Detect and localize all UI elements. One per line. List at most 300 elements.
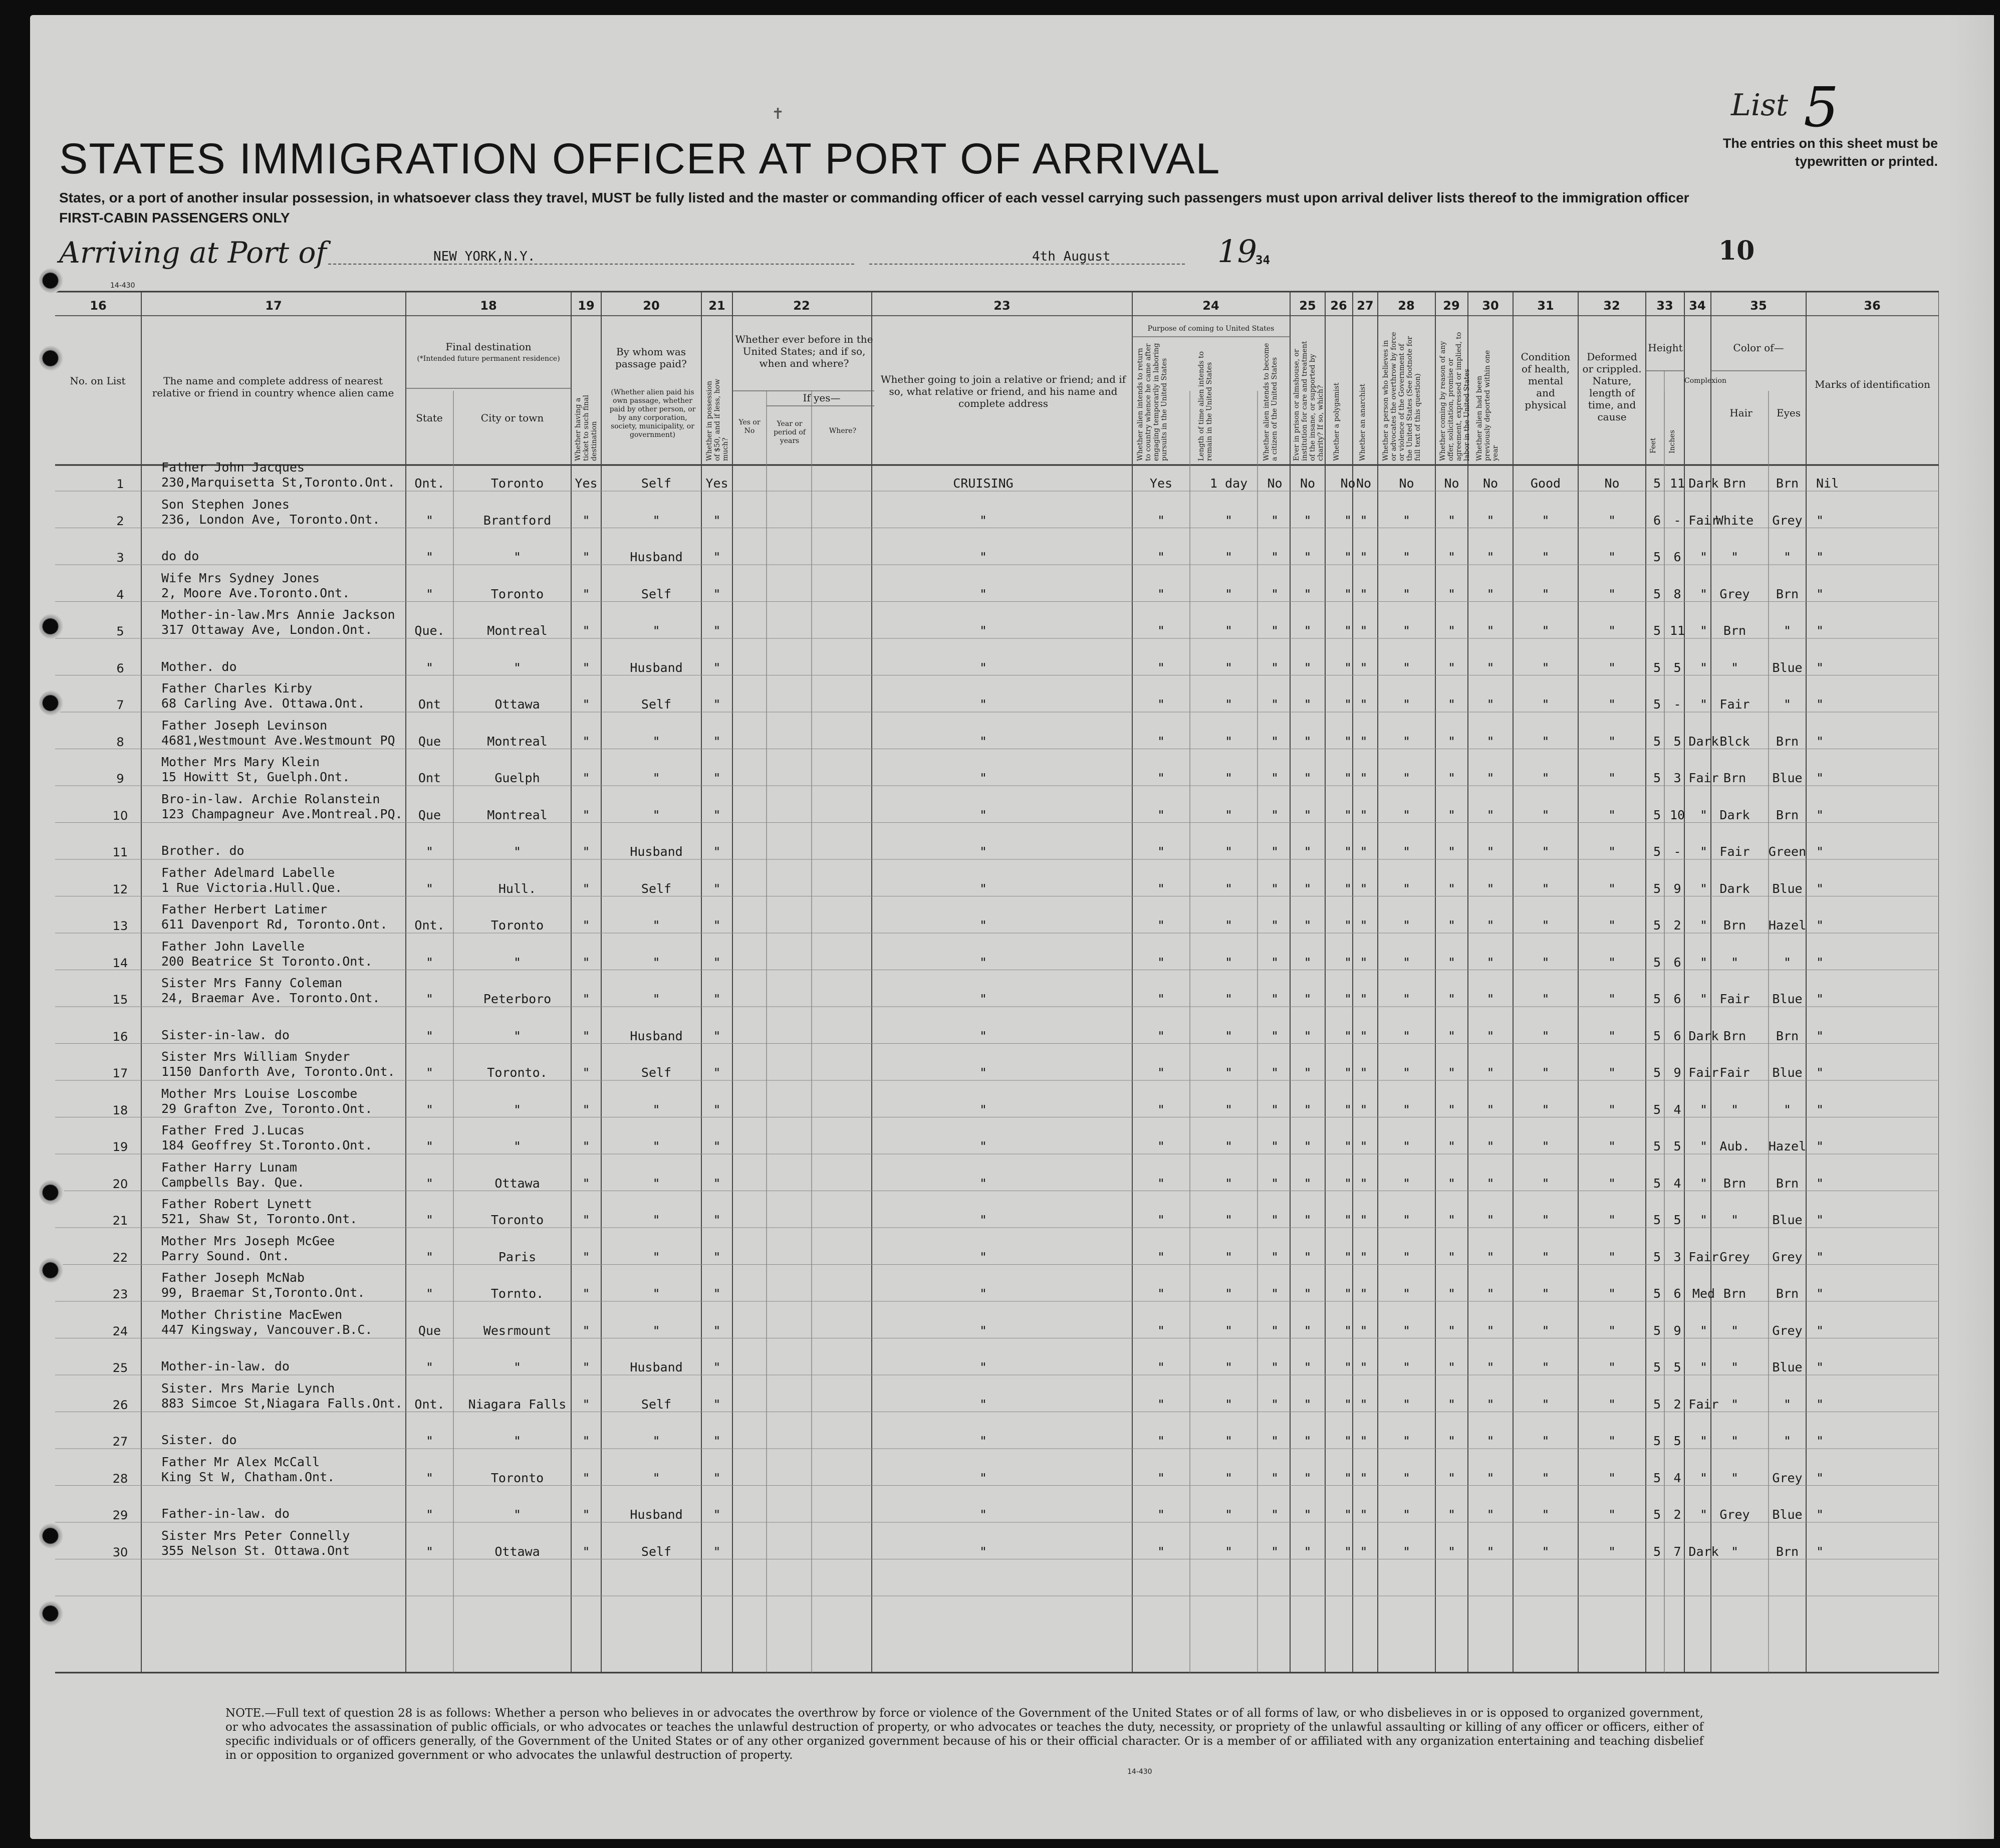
cell-return: " <box>1157 1507 1165 1522</box>
cell-col30: " <box>1486 992 1494 1006</box>
binder-hole <box>39 346 64 371</box>
cell-marks: " <box>1816 697 1824 712</box>
cell-citizen: " <box>1271 1139 1279 1153</box>
cell-return: " <box>1157 1323 1165 1338</box>
cell-hair: " <box>1730 1434 1739 1448</box>
cell-inches: - <box>1673 844 1681 859</box>
cell-deformed: " <box>1608 771 1616 785</box>
cell-money: " <box>713 955 721 970</box>
relative-name: Father Mr Alex McCall <box>161 1454 320 1469</box>
cell-col30: " <box>1486 1470 1494 1485</box>
cell-inches: 10 <box>1669 807 1685 822</box>
cell-ticket: " <box>582 1102 590 1117</box>
cell-inches: 6 <box>1673 1286 1681 1301</box>
cell-eyes: Brn <box>1776 586 1799 601</box>
cell-joining: " <box>979 955 987 970</box>
cell-city: Niagara Falls <box>468 1397 567 1412</box>
cell-col26: " <box>1344 734 1352 749</box>
cell-city: " <box>513 1139 522 1153</box>
cell-col25: " <box>1304 660 1312 675</box>
cell-return: " <box>1157 955 1165 970</box>
cell-length: " <box>1224 992 1233 1006</box>
cell-col27: No <box>1356 476 1372 491</box>
row-number: 6 <box>116 661 124 675</box>
cell-col30: " <box>1486 586 1494 601</box>
cell-state: " <box>425 1102 434 1117</box>
cell-col26: " <box>1344 1139 1352 1153</box>
cell-eyes: Brn <box>1776 734 1799 749</box>
cell-col30: No <box>1482 476 1498 491</box>
header-final-destination: Final destination <box>445 341 532 353</box>
cell-deformed: " <box>1608 1028 1616 1043</box>
header-no-on-list: No. on List <box>70 375 126 387</box>
column-number: 36 <box>1864 299 1881 313</box>
cell-col27: " <box>1360 1176 1368 1191</box>
cell-eyes: Blue <box>1772 1507 1803 1522</box>
cell-passage-paid: Husband <box>630 1028 683 1043</box>
cell-marks: " <box>1816 1507 1824 1522</box>
cell-col27: " <box>1360 807 1368 822</box>
cell-col27: " <box>1360 1470 1368 1485</box>
cell-joining: " <box>979 1507 987 1522</box>
relative-name: Father-in-law. do <box>161 1506 290 1521</box>
relative-name: Father Joseph Levinson <box>161 718 328 733</box>
cell-col28: " <box>1402 660 1411 675</box>
cell-health: " <box>1542 1249 1550 1264</box>
cell-joining: " <box>979 1470 987 1485</box>
relative-name: Sister Mrs Peter Connelly <box>161 1528 350 1543</box>
cell-inches: 4 <box>1673 1176 1681 1191</box>
header-col29: Whether coming by reason of any offer, solicitation, promise or agreement, expressed or implied, to labor in the United States <box>1439 332 1471 461</box>
cell-col28: " <box>1402 697 1411 712</box>
cell-hair: Brn <box>1723 1176 1746 1191</box>
cell-complexion: " <box>1699 1470 1708 1485</box>
cell-ticket: " <box>582 1434 590 1448</box>
cell-health: " <box>1542 1102 1550 1117</box>
cell-complexion: " <box>1699 1507 1708 1522</box>
cell-col27: " <box>1360 1102 1368 1117</box>
cell-length: " <box>1224 844 1233 859</box>
cell-feet: 5 <box>1653 660 1661 675</box>
header-feet: Feet <box>1649 437 1657 453</box>
cell-col30: " <box>1486 1065 1494 1080</box>
column-number: 23 <box>993 299 1011 313</box>
cell-col25: " <box>1304 1544 1312 1559</box>
cell-state: " <box>425 844 434 859</box>
binder-hole <box>39 268 64 293</box>
cell-city: Montreal <box>487 807 548 822</box>
cell-money: " <box>713 513 721 528</box>
cell-marks: " <box>1816 1028 1824 1043</box>
cell-deformed: " <box>1608 1286 1616 1301</box>
cell-hair: Fair <box>1719 697 1750 712</box>
cell-col28: " <box>1402 1470 1411 1485</box>
cell-col25: " <box>1304 697 1312 712</box>
cell-health: " <box>1542 1544 1550 1559</box>
cell-eyes: Blue <box>1772 1360 1803 1374</box>
cell-complexion: " <box>1699 1213 1708 1227</box>
cell-eyes: Blue <box>1772 1213 1803 1227</box>
cell-length: " <box>1224 660 1233 675</box>
cell-length: " <box>1224 513 1233 528</box>
cell-deformed: " <box>1608 1323 1616 1338</box>
cell-passage-paid: Self <box>641 1544 672 1559</box>
cell-joining: " <box>979 1323 987 1338</box>
cell-col28: " <box>1402 1065 1411 1080</box>
cell-eyes: Grey <box>1772 1470 1803 1485</box>
cell-city: " <box>513 660 522 675</box>
cell-deformed: " <box>1608 955 1616 970</box>
cell-feet: 5 <box>1653 1360 1661 1374</box>
cell-ticket: " <box>582 918 590 933</box>
cell-citizen: " <box>1271 918 1279 933</box>
cell-col29: " <box>1447 1434 1456 1448</box>
row-number: 24 <box>112 1324 128 1338</box>
cell-feet: 5 <box>1653 1249 1661 1264</box>
cell-eyes: Blue <box>1772 1065 1803 1080</box>
cell-citizen: " <box>1271 1360 1279 1374</box>
cell-col25: " <box>1304 1028 1312 1043</box>
cell-health: " <box>1542 1213 1550 1227</box>
binder-hole <box>39 1258 64 1283</box>
cell-citizen: " <box>1271 697 1279 712</box>
cell-feet: 5 <box>1653 550 1661 564</box>
relative-address: 317 Ottaway Ave, London.Ont. <box>161 622 373 637</box>
cell-col29: " <box>1447 660 1456 675</box>
cell-length: " <box>1224 1507 1233 1522</box>
cell-money: " <box>713 660 721 675</box>
cell-city: Brantford <box>483 513 552 528</box>
header-state: State <box>416 412 443 424</box>
cell-col29: " <box>1447 1544 1456 1559</box>
cell-col25: " <box>1304 771 1312 785</box>
cell-health: " <box>1542 513 1550 528</box>
cell-state: " <box>425 1065 434 1080</box>
cell-col25: " <box>1304 1434 1312 1448</box>
cell-col29: " <box>1447 1176 1456 1191</box>
cell-state: Que <box>418 807 441 822</box>
header-purpose: Purpose of coming to United States <box>1147 325 1275 333</box>
cell-city: Montreal <box>487 734 548 749</box>
cell-passage-paid: " <box>652 1176 660 1191</box>
header-col27: Whether an anarchist <box>1359 383 1367 461</box>
cell-col29: " <box>1447 1139 1456 1153</box>
cell-hair: " <box>1730 1213 1739 1227</box>
cell-col25: " <box>1304 550 1312 564</box>
cell-return: " <box>1157 918 1165 933</box>
cell-marks: " <box>1816 807 1824 822</box>
cell-hair: Grey <box>1719 1507 1750 1522</box>
relative-address: 2, Moore Ave.Toronto.Ont. <box>161 585 350 600</box>
column-number: 32 <box>1603 299 1620 313</box>
cell-feet: 5 <box>1653 623 1661 638</box>
cell-passage-paid: " <box>652 918 660 933</box>
column-number: 18 <box>480 299 497 313</box>
cell-col29: " <box>1447 771 1456 785</box>
row-number: 17 <box>112 1066 128 1080</box>
cell-col27: " <box>1360 918 1368 933</box>
cell-col25: " <box>1304 1139 1312 1153</box>
cell-col29: " <box>1447 1102 1456 1117</box>
cell-citizen: " <box>1271 955 1279 970</box>
cell-city: " <box>513 1507 522 1522</box>
cell-citizen: " <box>1271 1323 1279 1338</box>
cell-city: Peterboro <box>483 992 552 1006</box>
year-suffix: 34 <box>1256 253 1270 267</box>
header-if-yes: If yes— <box>803 392 841 404</box>
relative-address: 200 Beatrice St Toronto.Ont. <box>161 954 373 969</box>
cell-marks: " <box>1816 660 1824 675</box>
cell-complexion: Fair <box>1688 513 1719 528</box>
top-mark: ✝ <box>772 105 785 123</box>
cell-complexion: " <box>1699 992 1708 1006</box>
cell-citizen: " <box>1271 844 1279 859</box>
cell-col26: " <box>1344 586 1352 601</box>
relative-name: Sister. do <box>161 1433 237 1447</box>
cell-city: " <box>513 955 522 970</box>
arriving-label: Arriving at Port of <box>59 236 327 270</box>
cell-feet: 5 <box>1653 1286 1661 1301</box>
cell-complexion: Dark <box>1688 1028 1719 1043</box>
form-number-bottom: 14-430 <box>1127 1768 1152 1776</box>
cell-col29: " <box>1447 1286 1456 1301</box>
header-passage-paid: By whom was passage paid? <box>615 346 687 370</box>
cell-inches: 5 <box>1673 660 1681 675</box>
cell-marks: " <box>1816 1470 1824 1485</box>
cell-col27: " <box>1360 1286 1368 1301</box>
cell-money: " <box>713 844 721 859</box>
cell-passage-paid: Self <box>641 586 672 601</box>
cell-col29: " <box>1447 1213 1456 1227</box>
cell-eyes: Brn <box>1776 1544 1799 1559</box>
relative-address: 99, Braemar St,Toronto.Ont. <box>161 1285 365 1300</box>
cell-complexion: " <box>1699 623 1708 638</box>
row-number: 15 <box>112 993 128 1007</box>
cell-city: Paris <box>498 1249 537 1264</box>
cell-joining: " <box>979 1028 987 1043</box>
cell-ticket: " <box>582 1507 590 1522</box>
cell-col27: " <box>1360 660 1368 675</box>
cell-inches: 6 <box>1673 1028 1681 1043</box>
cell-citizen: " <box>1271 807 1279 822</box>
cell-inches: 8 <box>1673 586 1681 601</box>
cell-col28: No <box>1399 476 1414 491</box>
column-number: 25 <box>1299 299 1316 313</box>
cell-col28: " <box>1402 1397 1411 1412</box>
cell-length: " <box>1224 586 1233 601</box>
cell-marks: " <box>1816 1102 1824 1117</box>
cell-money: " <box>713 992 721 1006</box>
cell-ticket: " <box>582 623 590 638</box>
cell-marks: " <box>1816 1434 1824 1448</box>
cell-col29: " <box>1447 1028 1456 1043</box>
cell-col30: " <box>1486 1360 1494 1374</box>
cell-money: " <box>713 1249 721 1264</box>
row-number: 21 <box>112 1214 128 1228</box>
cell-passage-paid: " <box>652 771 660 785</box>
column-number: 29 <box>1443 299 1460 313</box>
cell-length: " <box>1224 1397 1233 1412</box>
cell-col25: " <box>1304 586 1312 601</box>
cell-col26: " <box>1344 623 1352 638</box>
cell-citizen: No <box>1267 476 1283 491</box>
cell-return: " <box>1157 881 1165 896</box>
cell-health: " <box>1542 697 1550 712</box>
cell-complexion: " <box>1699 955 1708 970</box>
cell-marks: " <box>1816 992 1824 1006</box>
cell-citizen: " <box>1271 550 1279 564</box>
cell-feet: 5 <box>1653 992 1661 1006</box>
relative-name: do do <box>161 549 199 563</box>
relative-address: 68 Carling Ave. Ottawa.Ont. <box>161 696 365 711</box>
cell-state: " <box>425 1249 434 1264</box>
cell-deformed: " <box>1608 1360 1616 1374</box>
cell-col30: " <box>1486 1028 1494 1043</box>
cell-health: " <box>1542 734 1550 749</box>
cell-money: " <box>713 771 721 785</box>
cell-marks: " <box>1816 1065 1824 1080</box>
cell-inches: 11 <box>1669 476 1685 491</box>
cell-col29: " <box>1447 734 1456 749</box>
date-value: 4th August <box>1032 249 1111 264</box>
typewritten-note: The entries on this sheet must be typewritten or printed. <box>1722 136 1938 169</box>
cell-citizen: " <box>1271 1213 1279 1227</box>
relative-name: Father Herbert Latimer <box>161 902 328 916</box>
header-passage-paid-note: (Whether alien paid his own passage, whether paid by other person, or by any corporation, society, municipality, or government) <box>609 388 696 439</box>
cell-col26: " <box>1344 1434 1352 1448</box>
cell-deformed: No <box>1604 476 1620 491</box>
cell-state: " <box>425 660 434 675</box>
cell-length: " <box>1224 881 1233 896</box>
cell-hair: White <box>1715 513 1754 528</box>
footnote: NOTE.—Full text of question 28 is as follows: Whether a person who believes in or advocates the overthrow by force or violence of the Government of the United States or of all forms of law, or who disbelieves in or is opposed to organized government, or who advocates the assassination of public officials, or who advocates or teaches the unlawful destruction of property, or who advocates or teaches the duty, necessity, or propriety of the unlawful assaulting or killing of any officer or officers, either of specific individuals or of officers generally, of the Government of the United States or of any other organized government because of his or their official character. Or is a member of or affiliated with any organization entertaining and teaching disbelief in or opposition to organized government or who advocates the unlawful destruction of property. <box>225 1707 1703 1762</box>
cell-col26: " <box>1344 550 1352 564</box>
cell-deformed: " <box>1608 697 1616 712</box>
cell-city: Toronto <box>490 476 544 491</box>
port-value: NEW YORK,N.Y. <box>433 249 536 264</box>
cell-complexion: Dark <box>1688 1544 1719 1559</box>
cell-col28: " <box>1402 771 1411 785</box>
cell-col25: " <box>1304 1102 1312 1117</box>
cell-state: Ont. <box>414 918 445 933</box>
relative-name: Sister Mrs Fanny Coleman <box>161 976 343 990</box>
cell-deformed: " <box>1608 1213 1616 1227</box>
cell-health: " <box>1542 918 1550 933</box>
cell-citizen: " <box>1271 586 1279 601</box>
row-number: 14 <box>112 956 128 970</box>
cell-hair: Dark <box>1719 881 1750 896</box>
cell-health: " <box>1542 844 1550 859</box>
cell-deformed: " <box>1608 1470 1616 1485</box>
cell-col28: " <box>1402 1507 1411 1522</box>
relative-address: 521, Shaw St, Toronto.Ont. <box>161 1212 358 1226</box>
cell-complexion: " <box>1699 586 1708 601</box>
column-number: 16 <box>90 299 107 313</box>
cell-money: " <box>713 1102 721 1117</box>
header-ticket: Whether having a ticket to such final destination <box>574 395 598 461</box>
relative-address: 230,Marquisetta St,Toronto.Ont. <box>161 475 395 490</box>
relative-name: Mother Mrs Louise Loscombe <box>161 1086 358 1101</box>
cell-marks: " <box>1816 1360 1824 1374</box>
cell-col30: " <box>1486 844 1494 859</box>
row-number: 4 <box>116 587 124 602</box>
cell-citizen: " <box>1271 881 1279 896</box>
cell-eyes: Grey <box>1772 1249 1803 1264</box>
cell-citizen: " <box>1271 623 1279 638</box>
cell-eyes: " <box>1783 1434 1792 1448</box>
cell-inches: 4 <box>1673 1470 1681 1485</box>
cell-eyes: " <box>1783 697 1792 712</box>
cell-inches: 7 <box>1673 1544 1681 1559</box>
cell-state: " <box>425 1139 434 1153</box>
cell-col29: " <box>1447 844 1456 859</box>
cell-return: " <box>1157 734 1165 749</box>
cell-feet: 5 <box>1653 1139 1661 1153</box>
cell-money: " <box>713 807 721 822</box>
cell-inches: 4 <box>1673 1102 1681 1117</box>
cell-citizen: " <box>1271 1286 1279 1301</box>
column-number: 24 <box>1202 299 1219 313</box>
cell-state: " <box>425 1213 434 1227</box>
cell-joining: " <box>979 918 987 933</box>
cell-return: " <box>1157 1360 1165 1374</box>
cell-joining: " <box>979 623 987 638</box>
cell-deformed: " <box>1608 992 1616 1006</box>
cell-citizen: " <box>1271 1470 1279 1485</box>
cell-citizen: " <box>1271 513 1279 528</box>
cell-ticket: " <box>582 1176 590 1191</box>
cell-passage-paid: " <box>652 1434 660 1448</box>
cell-length: " <box>1224 1286 1233 1301</box>
cell-col28: " <box>1402 992 1411 1006</box>
column-number: 26 <box>1330 299 1347 313</box>
cell-marks: " <box>1816 1139 1824 1153</box>
cell-joining: " <box>979 550 987 564</box>
cell-inches: 5 <box>1673 1360 1681 1374</box>
cell-health: " <box>1542 1507 1550 1522</box>
cell-col27: " <box>1360 844 1368 859</box>
cell-col25: " <box>1304 1065 1312 1080</box>
cell-state: " <box>425 881 434 896</box>
cell-health: " <box>1542 586 1550 601</box>
cell-col29: " <box>1447 1249 1456 1264</box>
relative-name: Mother Mrs Mary Klein <box>161 755 320 769</box>
cell-state: Ont. <box>414 1397 445 1412</box>
cell-citizen: " <box>1271 771 1279 785</box>
relative-address: 29 Grafton Zve, Toronto.Ont. <box>161 1101 373 1116</box>
header-purpose-return: Whether alien intends to return to country whence he came after engaging temporarily in laboring pursuits in the United States <box>1136 343 1168 461</box>
column-number: 19 <box>578 299 595 313</box>
cell-return: " <box>1157 1065 1165 1080</box>
cell-return: " <box>1157 1176 1165 1191</box>
row-number: 27 <box>112 1435 128 1449</box>
row-number: 23 <box>112 1287 128 1301</box>
cell-col25: " <box>1304 1470 1312 1485</box>
cell-eyes: " <box>1783 1102 1792 1117</box>
cell-length: " <box>1224 1470 1233 1485</box>
relative-address: King St W, Chatham.Ont. <box>161 1469 335 1484</box>
cell-col26: " <box>1344 697 1352 712</box>
row-number: 5 <box>116 624 124 638</box>
cell-health: " <box>1542 660 1550 675</box>
cell-hair: Brn <box>1723 476 1746 491</box>
cell-ticket: " <box>582 992 590 1006</box>
cell-complexion: " <box>1699 1360 1708 1374</box>
cell-health: " <box>1542 1065 1550 1080</box>
column-number: 33 <box>1656 299 1673 313</box>
cell-hair: Grey <box>1719 586 1750 601</box>
column-number: 28 <box>1398 299 1415 313</box>
